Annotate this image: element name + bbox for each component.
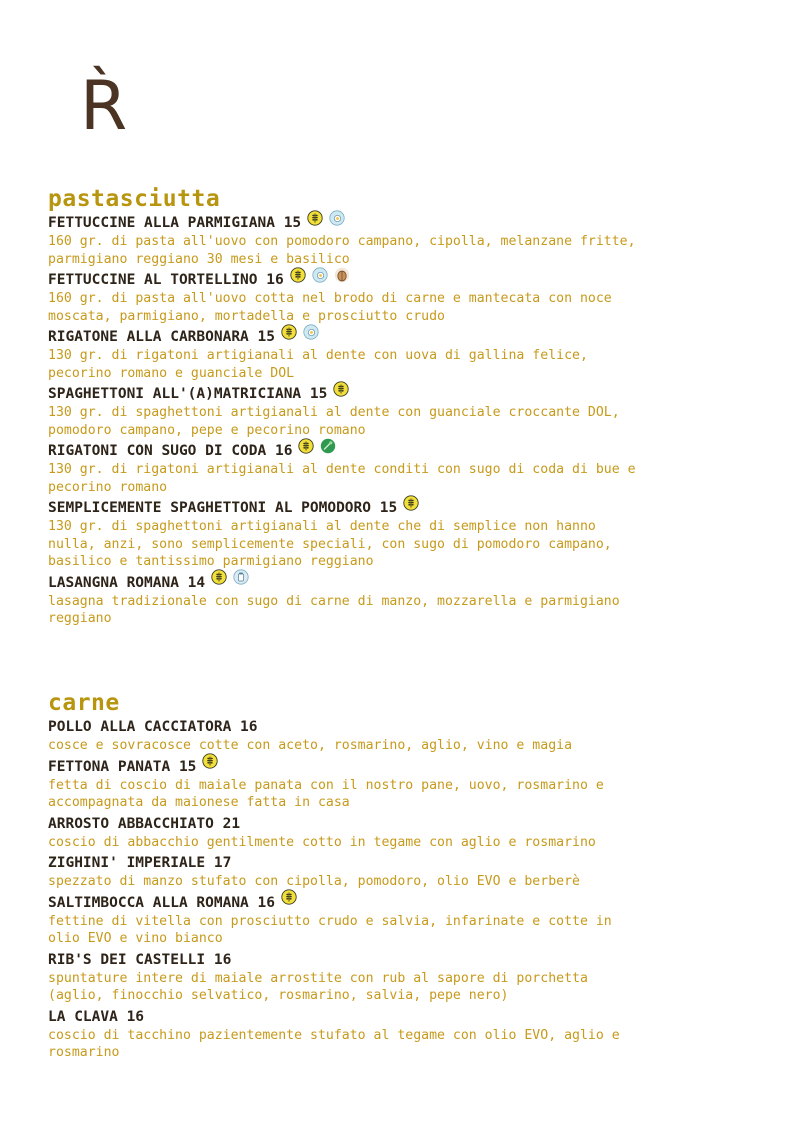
wheat-icon [290,267,306,283]
menu-item [48,854,758,891]
menu-item-description: spuntature intere di maiale arrostite con rub al sapore di porchetta (aglio, finocchio selvatico, rosmarino, salvia, pepe nero) [48,970,588,1003]
menu-item-name [48,328,758,347]
menu-item-name [48,385,758,404]
milk-icon [233,569,249,585]
menu-item-title: RIGATONE ALLA CARBONARA 15 [48,329,275,345]
menu-item-description: 130 gr. di rigatoni artigianali al dente con uova di gallina felice, pecorino romano e guanciale DOL [48,348,588,381]
dairy-icon [303,324,319,340]
menu-item [48,499,758,571]
allergen-icons [333,381,349,397]
allergen-icons [298,438,336,454]
menu-item [48,815,758,852]
menu-item [48,328,758,382]
dairy-icon [312,267,328,283]
menu-item-name [48,1008,758,1027]
wheat-icon [281,889,297,905]
allergen-icons [202,753,218,769]
menu-item-title: LASANGNA ROMANA 14 [48,574,206,591]
menu-item [48,951,758,1005]
menu-item-name [48,758,758,777]
menu-item-description: fetta di coscio di maiale panata con il nostro pane, uovo, rosmarino e accompagnata da maionese fatta in casa [48,777,604,810]
menu-item-name [48,214,758,233]
menu-item-name [48,894,758,913]
menu-item-description: cosce e sovracosce cotte con aceto, rosmarino, aglio, vino e magia [48,738,573,753]
menu-item [48,894,758,948]
menu-item-name [48,951,758,970]
menu-item-description: coscio di tacchino pazientemente stufato al tegame con olio EVO, aglio e rosmarino [48,1027,620,1060]
menu-item-description: spezzato di manzo stufato con cipolla, pomodoro, olio EVO e berberè [48,874,580,889]
menu-item-title: ZIGHINI' IMPERIALE 17 [48,855,232,871]
menu-item-title: LA CLAVA 16 [48,1008,145,1025]
menu-item [48,758,758,812]
dairy-icon [329,210,345,226]
menu-item-name [48,574,758,593]
nut-icon [334,267,350,283]
menu-item-title: SEMPLICEMENTE SPAGHETTONI AL POMODORO 15 [48,500,398,516]
wheat-icon [333,381,349,397]
menu-item-title: POLLO ALLA CACCIATORA 16 [48,719,258,735]
menu-item-name [48,718,758,737]
menu-item [48,574,758,628]
menu-item-description: 160 gr. di pasta all'uovo cotta nel brodo di carne e mantecata con noce moscata, parmigiano, mortadella e prosciutto crudo [48,291,612,324]
menu-item-title: SALTIMBOCCA ALLA ROMANA 16 [48,894,275,911]
menu-item-name [48,815,758,834]
allergen-icons [290,267,350,283]
menu-item-title: FETTUCCINE ALLA PARMIGIANA 15 [48,215,302,231]
menu-item-name [48,854,758,873]
menu-item-name [48,499,758,518]
menu-item [48,385,758,439]
menu-item-description: 130 gr. di spaghettoni artigianali al dente che di semplice non hanno nulla, anzi, sono semplicemente speciali, con sugo di pomodoro campano, basilico e tantissimo parmigiano reggiano [48,519,612,569]
allergen-icons [281,324,319,340]
wheat-icon [202,753,218,769]
allergen-icons [281,889,297,905]
menu-item [48,442,758,496]
allergen-icons [403,495,419,511]
allergen-icons [307,210,345,226]
menu-item-title: RIB'S DEI CASTELLI 16 [48,951,232,968]
menu-list [48,214,758,628]
menu-item-description: fettine di vitella con prosciutto crudo e salvia, infarinate e cotte in olio EVO e vino bianco [48,913,612,946]
wheat-icon [403,495,419,511]
menu-item-title: FETTONA PANATA 15 [48,758,197,775]
menu-item-description: 130 gr. di spaghettoni artigianali al dente con guanciale croccante DOL, pomodoro campano, pepe e pecorino romano [48,405,620,438]
section-pastasciutta [48,186,758,631]
wheat-icon [281,324,297,340]
wheat-icon [298,438,314,454]
menu-item-title: RIGATONI CON SUGO DI CODA 16 [48,443,293,459]
menu-item [48,214,758,268]
menu-item-name [48,442,758,461]
section-title: pastasciutta [48,186,221,212]
section-carne [48,690,758,1065]
menu-list [48,718,758,1062]
restaurant-logo [80,62,128,146]
celery-icon [320,438,336,454]
menu-item-title: FETTUCCINE AL TORTELLINO 16 [48,272,284,288]
wheat-icon [211,569,227,585]
menu-item [48,718,758,755]
menu-item-description: coscio di abbacchio gentilmente cotto in tegame con aglio e rosmarino [48,834,596,850]
wheat-icon [307,210,323,226]
menu-item [48,1008,758,1062]
menu-item-title: ARROSTO ABBACCHIATO 21 [48,815,241,832]
menu-item-description: 160 gr. di pasta all'uovo con pomodoro campano, cipolla, melanzane fritte, parmigiano reggiano 30 mesi e basilico [48,234,636,267]
menu-item-title: SPAGHETTONI ALL'(A)MATRICIANA 15 [48,386,328,402]
menu-item [48,271,758,325]
section-title: carne [48,690,120,716]
logo-letter: R̀ [80,67,128,146]
menu-item-description: 130 gr. di rigatoni artigianali al dente conditi con sugo di coda di bue e pecorino romano [48,462,636,495]
allergen-icons [211,569,249,585]
menu-item-description: lasagna tradizionale con sugo di carne di manzo, mozzarella e parmigiano reggiano [48,593,620,626]
menu-item-name [48,271,758,290]
